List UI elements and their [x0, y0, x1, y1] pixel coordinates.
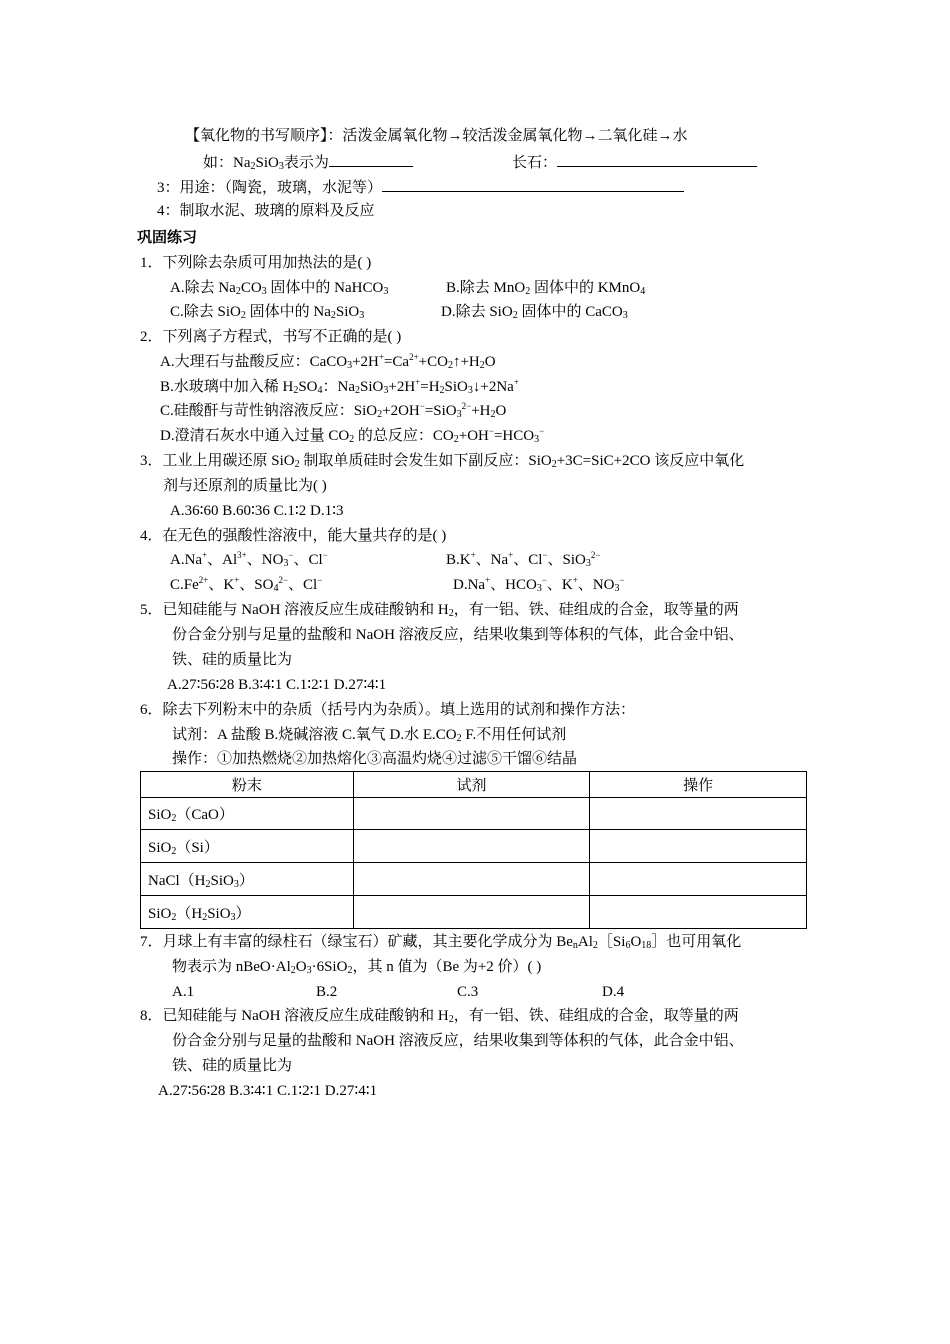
table-row [141, 896, 807, 929]
q8-stem-line3: 铁、硅的质量比为 [172, 1058, 293, 1074]
answer-blank[interactable] [382, 176, 684, 192]
table-row [141, 798, 807, 830]
q7-option-d[interactable]: D.4 [602, 984, 625, 1000]
q1-option-c[interactable]: C.除去 SiO$_2$ 固体中的 $Na_2SiO_3$ [170, 304, 365, 321]
powder-cell: SiO$_2$（CaO） [141, 798, 354, 830]
q2-option-a[interactable]: A.大理石与盐酸反应：$CaCO_3+2H^+=Ca^{2+}+CO_2↑+H_2O$ [160, 352, 496, 371]
q7-stem-line1: 7．月球上有丰富的绿柱石（绿宝石）矿藏，其主要化学成分为 $Be_nAl_2[Si_6O_{18}]$也可用氧化 [140, 934, 742, 951]
q4-option-d[interactable]: D.Na+、$HCO_3^-$、K+、$NO_3^-$ [453, 575, 625, 594]
reagent-answer-cell[interactable] [353, 798, 590, 830]
q8-stem-line1: 8．已知硅能与 NaOH 溶液反应生成硅酸钠和 $H_2$，有一铝、铁、硅组成的合金，取等量的两 [140, 1008, 739, 1025]
q1-stem: 1．下列除去杂质可用加热法的是( ) [140, 255, 372, 271]
table-header-reagent: 试剂 [353, 772, 590, 798]
q8-stem-line2: 份合金分别与足量的盐酸和 NaOH 溶液反应，结果收集到等体积的气体，此合金中铝、 [172, 1033, 744, 1049]
q8-options[interactable]: A.27∶56∶28 B.3∶4∶1 C.1∶2∶1 D.27∶4∶1 [158, 1083, 378, 1099]
section-title: 巩固练习 [137, 230, 198, 246]
q7-option-a[interactable]: A.1 [172, 984, 195, 1000]
q2-option-b[interactable]: B.水玻璃中加入稀 $H_2SO_4$：$Na_2SiO_3+2H^+=H_2SiO_3↓+2Na^+$ [160, 377, 519, 396]
q2-stem: 2．下列离子方程式，书写不正确的是( ) [140, 329, 402, 345]
table-header-operation: 操作 [590, 772, 807, 798]
answer-blank[interactable] [329, 151, 413, 167]
q1-option-b[interactable]: B.除去 MnO$_2$ 固体中的 KMnO$_4$ [446, 280, 646, 297]
operation-answer-cell[interactable] [590, 798, 807, 830]
q6-reagent-list: 试剂：A 盐酸 B.烧碱溶液 C.氧气 D.水 $E.CO_2$ F.不用任何试剂 [172, 727, 567, 744]
reagent-answer-cell[interactable] [353, 830, 590, 863]
q1-option-a[interactable]: A.除去 $Na_2CO_3$ 固体中的 NaHCO$_3$ [170, 280, 389, 297]
uses-line: 3：用途：（陶瓷，玻璃，水泥等） [157, 176, 684, 198]
powder-cell: $NaCl(H_2SiO_3)$ [141, 863, 354, 896]
q4-option-b[interactable]: B.K+、Na+、Cl−、SiO$_3^{2-}$ [446, 550, 601, 569]
powder-cell: $SiO_2(H_2SiO_3)$ [141, 896, 354, 929]
q4-option-c[interactable]: $C.Fe^{2+}$、K+、$SO_4^{2-}$、Cl− [170, 575, 323, 594]
q3-options[interactable]: A.36∶60 B.60∶36 C.1∶2 D.1∶3 [170, 503, 344, 519]
oxide-order-note: 【氧化物的书写顺序】：活泼金属氧化物→较活泼金属氧化物→二氧化硅→水 [185, 128, 688, 144]
q5-stem-line2: 份合金分别与足量的盐酸和 NaOH 溶液反应，结果收集到等体积的气体，此合金中铝、 [172, 627, 744, 643]
q6-answer-table [140, 771, 807, 929]
q4-stem: 4．在无色的强酸性溶液中，能大量共存的是( ) [140, 528, 447, 544]
q5-stem-line1: 5．已知硅能与 NaOH 溶液反应生成硅酸钠和 $H_2$，有一铝、铁、硅组成的合金，取等量的两 [140, 602, 739, 619]
table-row [141, 830, 807, 863]
q7-option-b[interactable]: B.2 [316, 984, 338, 1000]
q4-option-a[interactable]: A.Na+、$Al^{3+}$、$NO_3^-$、Cl− [170, 550, 328, 569]
q6-operation-list: 操作：①加热燃烧②加热熔化③高温灼烧④过滤⑤干馏⑥结晶 [172, 751, 578, 767]
q7-stem-line2: 物表示为 $nBeO\cdot Al_2O_3\cdot 6SiO_2$，其 n 值为（Be 为+2 价）( ) [172, 959, 542, 976]
q1-option-d[interactable]: D.除去 SiO$_2$ 固体中的 CaCO$_3$ [441, 304, 628, 321]
silicate-example: 如：$Na_2SiO_3$表示为 [203, 151, 413, 173]
answer-blank[interactable] [557, 151, 757, 167]
feldspar-example: 长石： [512, 151, 757, 173]
q3-stem-line1: 3．工业上用碳还原 SiO$_2$ 制取单质硅时会发生如下副反应：SiO$_2$+3C=SiC+2CO 该反应中氧化 [140, 453, 745, 470]
q3-stem-line2: 剂与还原剂的质量比为( ) [163, 478, 327, 494]
q5-options[interactable]: A.27∶56∶28 B.3∶4∶1 C.1∶2∶1 D.27∶4∶1 [167, 677, 387, 693]
powder-cell: SiO$_2$（Si） [141, 830, 354, 863]
operation-answer-cell[interactable] [590, 830, 807, 863]
q2-option-c[interactable]: C.硅酸酐与苛性钠溶液反应：$SiO_2+2OH^-=SiO_3^{2-}+H_2O$ [160, 401, 507, 420]
operation-answer-cell[interactable] [590, 896, 807, 929]
table-row [141, 863, 807, 896]
operation-answer-cell[interactable] [590, 863, 807, 896]
table-header-powder: 粉末 [141, 772, 354, 798]
q6-stem: 6．除去下列粉末中的杂质（括号内为杂质）。填上选用的试剂和操作方法： [140, 702, 636, 718]
reagent-answer-cell[interactable] [353, 863, 590, 896]
q7-option-c[interactable]: C.3 [457, 984, 479, 1000]
q5-stem-line3: 铁、硅的质量比为 [172, 652, 293, 668]
q2-option-d[interactable]: D.澄清石灰水中通入过量 $CO_2$ 的总反应：$CO_2+OH^-=HCO_3^-$ [160, 426, 545, 445]
reagent-answer-cell[interactable] [353, 896, 590, 929]
raw-materials-line: 4：制取水泥、玻璃的原料及反应 [157, 203, 375, 219]
